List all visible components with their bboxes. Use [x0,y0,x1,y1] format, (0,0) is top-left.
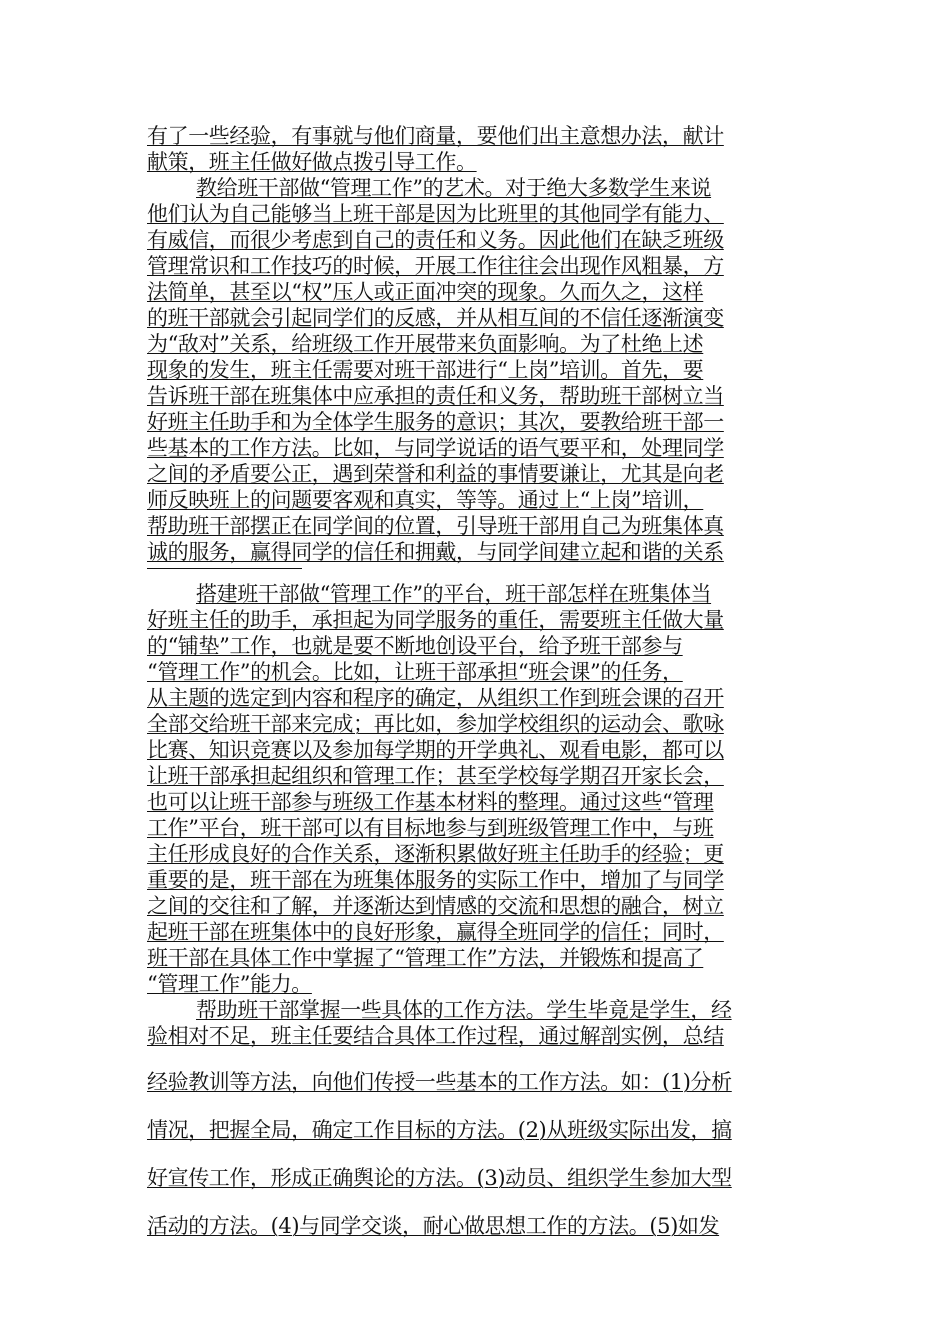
text-line: 的班干部就会引起同学们的反感，并从相互间的不信任逐渐演变 [147,306,724,330]
text-line: 活动的方法。(4)与同学交谈，耐心做思想工作的方法。(5)如发 [147,1214,720,1238]
text-line: 起班干部在班集体中的良好形象，赢得全班同学的信任；同时， [147,920,724,944]
text-line: 工作”平台，班干部可以有目标地参与到班级管理工作中，与班 [147,816,714,840]
text-line: 有威信，而很少考虑到自己的责任和义务。因此他们在缺乏班级 [147,228,724,252]
text-line: 的“铺垫”工作，也就是要不断地创设平台，给予班干部参与 [147,634,683,658]
text-line: 师反映班上的问题要客观和真实，等等。通过上“上岗”培训， [147,488,704,512]
text-line: 之间的交往和了解，并逐渐达到情感的交流和思想的融合，树立 [147,894,724,918]
text-line: 他们认为自己能够当上班干部是因为比班里的其他同学有能力、 [147,202,724,226]
text-line: 好宣传工作，形成正确舆论的方法。(3)动员、组织学生参加大型 [147,1166,732,1190]
text-line: 比赛、知识竞赛以及参加每学期的开学典礼、观看电影，都可以 [147,738,724,762]
text-line: 诚的服务，赢得同学的信任和拥戴，与同学间建立起和谐的关系 [147,540,724,564]
text-line: 有了一些经验，有事就与他们商量，要他们出主意想办法，献计 [147,124,724,148]
text-line: 告诉班干部在班集体中应承担的责任和义务，帮助班干部树立当 [147,384,724,408]
text-line: “管理工作”的机会。比如，让班干部承担“班会课”的任务， [147,660,683,684]
text-line: 从主题的选定到内容和程序的确定，从组织工作到班会课的召开 [147,686,724,710]
text-line: 重要的是，班干部在为班集体服务的实际工作中，增加了与同学 [147,868,724,892]
text-line: 让班干部承担起组织和管理工作；甚至学校每学期召开家长会， [147,764,724,788]
text-line: 好班主任的助手，承担起为同学服务的重任，需要班主任做大量 [147,608,724,632]
text-line: 帮助班干部摆正在同学间的位置，引导班干部用自己为班集体真 [147,514,724,538]
text-line: 为“敌对”关系，给班级工作开展带来负面影响。为了杜绝上述 [147,332,704,356]
text-line: 好班主任助手和为全体学生服务的意识；其次，要教给班干部一 [147,410,724,434]
text-line: 情况，把握全局，确定工作目标的方法。(2)从班级实际出发，搞 [147,1118,732,1142]
text-line: 之间的矛盾要公正，遇到荣誉和利益的事情要谦让，尤其是向老 [147,462,724,486]
paragraph-start-line: 帮助班干部掌握一些具体的工作方法。学生毕竟是学生，经 [196,998,732,1022]
text-line: 验相对不足，班主任要结合具体工作过程，通过解剖实例，总结 [147,1024,724,1048]
paragraph-start-line: 搭建班干部做“管理工作”的平台，班干部怎样在班集体当 [196,582,712,606]
text-line: 管理常识和工作技巧的时候，开展工作往往会出现作风粗暴，方 [147,254,724,278]
text-line: 主任形成良好的合作关系，逐渐积累做好班主任助手的经验；更 [147,842,724,866]
text-line: 全部交给班干部来完成；再比如，参加学校组织的运动会、歌咏 [147,712,724,736]
text-line: 也可以让班干部参与班级工作基本材料的整理。通过这些“管理 [147,790,714,814]
text-line: 现象的发生，班主任需要对班干部进行“上岗”培训。首先，要 [147,358,704,382]
text-line: 法简单，甚至以“权”压人或正面冲突的现象。久而久之，这样 [147,280,704,304]
underline-rule [147,568,302,569]
text-line: 献策，班主任做好做点拨引导工作。 [147,150,477,174]
text-line: 些基本的工作方法。比如，与同学说话的语气要平和，处理同学 [147,436,724,460]
text-line: “管理工作”能力。 [147,972,312,996]
text-line: 经验教训等方法，向他们传授一些基本的工作方法。如：(1)分析 [147,1070,732,1094]
paragraph-start-line: 教给班干部做“管理工作”的艺术。对于绝大多数学生来说 [196,176,712,200]
text-line: 班干部在具体工作中掌握了“管理工作”方法，并锻炼和提高了 [147,946,704,970]
